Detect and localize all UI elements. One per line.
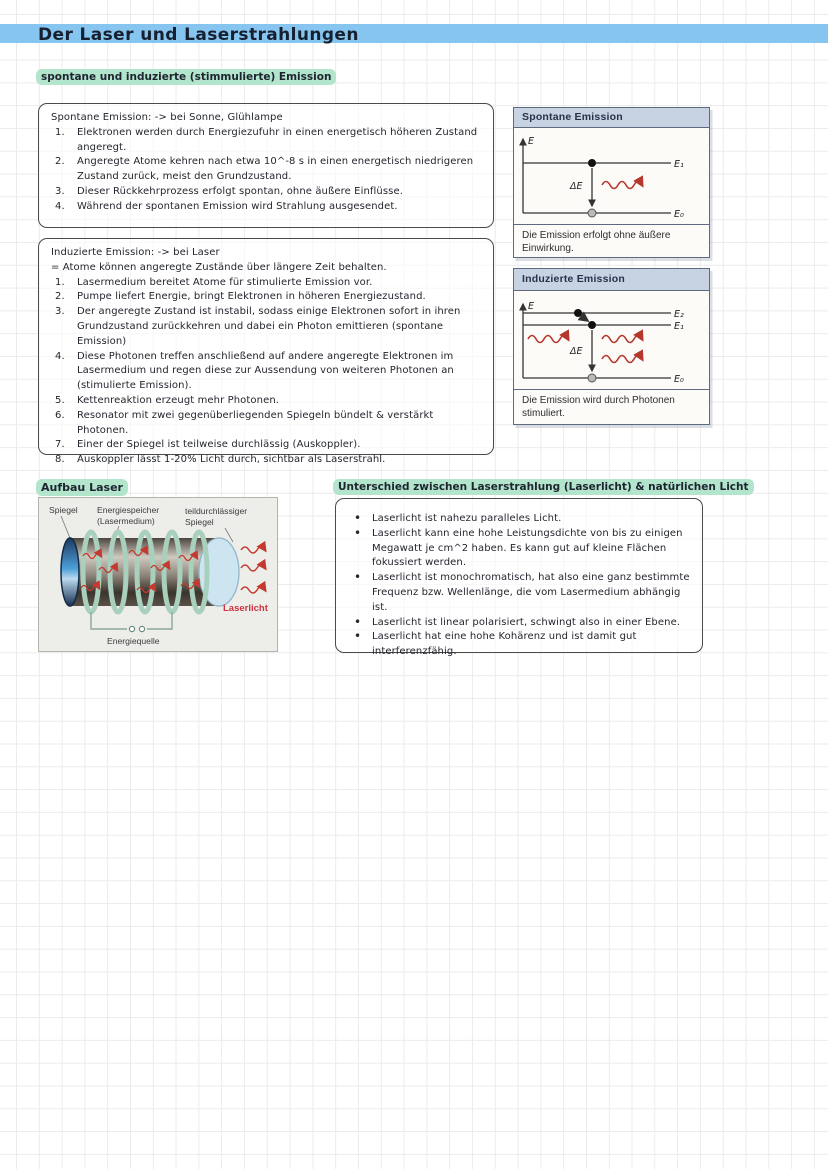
laser-beam-wave-icon: [241, 547, 265, 553]
panel-header: Induzierte Emission: [514, 269, 709, 291]
axis-label: E: [528, 301, 535, 312]
unterschied-list: [350, 512, 690, 660]
energy-wire: [147, 612, 172, 629]
unterschied-label: Unterschied zwischen Laserstrahlung (Laserlicht) & natürlichen Licht: [333, 479, 754, 495]
e0-label: E₀: [674, 209, 684, 220]
ground-electron-dot: [588, 374, 596, 382]
laser-beam-wave-icon: [241, 587, 265, 593]
energiequelle-label: Energiequelle: [107, 636, 160, 646]
list-item: Pumpe liefert Energie, bringt Elektronen in höheren Energiezustand.: [77, 291, 426, 303]
section-label-emission: spontane und induzierte (stimmulierte) Emission: [36, 69, 336, 85]
teildurchlaessiger-label-line2: Spiegel: [185, 517, 214, 527]
spontane-intro: Spontane Emission: -> bei Sonne, Glühlampe: [51, 112, 283, 123]
axis-label: E: [528, 136, 535, 147]
list-item: Kettenreaktion erzeugt mehr Photonen.: [77, 394, 280, 406]
list-item: • Laserlicht ist nahezu paralleles Licht.: [350, 512, 690, 527]
list-item: • Laserlicht ist linear polarisiert, schwingt also in einer Ebene.: [350, 616, 690, 631]
ground-electron-dot: [588, 209, 596, 217]
e1-label: E₁: [674, 159, 684, 170]
induzierte-emission-box: [38, 238, 494, 466]
spiegel-label: Spiegel: [49, 505, 78, 515]
e2-electron-dot: [574, 309, 582, 317]
emitted-photon-wave-icon: [602, 356, 642, 363]
laser-diagram: [39, 498, 277, 651]
energy-wire: [91, 612, 127, 629]
energiespeicher-label-line2: (Lasermedium): [97, 516, 155, 526]
emitted-photon-wave-icon: [602, 336, 642, 343]
panel-caption: Die Emission erfolgt ohne äußere Einwirkung.: [514, 224, 709, 259]
spontane-emission-panel: [513, 107, 710, 258]
laser-beam-wave-icon: [241, 565, 265, 571]
list-item: Einer der Spiegel ist teilweise durchlässig (Auskoppler).: [77, 439, 361, 451]
photon-wave-icon: [602, 182, 642, 189]
delta-e-label: ΔE: [570, 346, 583, 357]
spontane-emission-diagram: [514, 128, 708, 224]
relaxation-arrow: [581, 316, 588, 321]
list-item: Resonator mit zwei gegenüberliegenden Spiegeln bündelt & verstärkt Photonen.: [77, 409, 434, 436]
list-item: Angeregte Atome kehren nach etwa 10^-8 s in einen energetisch niedrigeren Zustand zurück, meist den Grundzustand.: [77, 156, 474, 183]
laser-medium-cylinder: [69, 538, 219, 606]
laserlicht-label: Laserlicht: [223, 603, 268, 614]
list-item: Während der spontanen Emission wird Strahlung ausgesendet.: [77, 200, 398, 212]
list-item: Lasermedium bereitet Atome für stimulierte Emission vor.: [77, 276, 373, 288]
list-item: Elektronen werden durch Energiezufuhr in einen energetisch höheren Zustand angeregt.: [77, 126, 478, 153]
induzierte-list: [49, 276, 483, 468]
delta-e-label: ΔE: [570, 181, 583, 192]
e2-label: E₂: [674, 309, 684, 320]
list-item: • Laserlicht kann eine hohe Leistungsdichte von bis zu einigen Megawatt je cm^2 haben. Es kann gut auf kleine Flächen fokussiert werden.: [350, 527, 690, 571]
induzierte-intro: Induzierte Emission: -> bei Laser: [51, 247, 220, 258]
e1-label: E₁: [674, 321, 684, 332]
laser-construction-figure: [38, 497, 278, 652]
panel-header: Spontane Emission: [514, 108, 709, 128]
excited-electron-dot: [588, 159, 596, 167]
spontane-list: [49, 126, 483, 215]
energiespeicher-label-line1: Energiespeicher: [97, 505, 160, 515]
list-item: Der angeregte Zustand ist instabil, sodass einige Elektronen sofort in ihren Grundzustand zurückkehren und dabei ein Photon emittieren (spontane Emission): [77, 306, 461, 347]
list-item: Dieser Rückkehrprozess erfolgt spontan, ohne äußere Einflüsse.: [77, 185, 403, 197]
terminal-icon: [139, 626, 144, 631]
terminal-icon: [129, 626, 134, 631]
page-title: Der Laser und Laserstrahlungen: [38, 25, 359, 45]
list-item: • Laserlicht ist monochromatisch, hat also eine ganz bestimmte Frequenz bzw. Wellenlänge, die vom Lasermedium abhängig ist.: [350, 571, 690, 615]
spontane-emission-box: [38, 103, 494, 228]
rear-mirror: [61, 538, 79, 606]
induzierte-emission-panel: [513, 268, 710, 425]
induzierte-emission-diagram: [514, 291, 708, 389]
list-item: • Laserlicht hat eine hohe Kohärenz und ist damit gut interferenzfähig.: [350, 630, 690, 660]
incoming-photon-wave-icon: [528, 336, 568, 343]
leader-line: [61, 516, 70, 538]
list-item: Auskoppler lässt 1-20% Licht durch, sichtbar als Laserstrahl.: [77, 454, 386, 466]
unterschied-box: [335, 498, 703, 658]
list-item: Diese Photonen treffen anschließend auf andere angeregte Elektronen im Lasermedium und regen diese zur Aussendung von weiteren Photonen an (stimulierte Emission).: [77, 350, 454, 392]
panel-caption: Die Emission wird durch Photonen stimuliert.: [514, 389, 709, 424]
teildurchlaessiger-label-line1: teildurchlässiger: [185, 506, 248, 516]
induzierte-subline: = Atome können angeregte Zustände über längere Zeit behalten.: [51, 261, 387, 273]
e0-label: E₀: [674, 374, 684, 385]
e1-electron-dot: [588, 321, 596, 329]
aufbau-laser-label: Aufbau Laser: [36, 479, 128, 496]
